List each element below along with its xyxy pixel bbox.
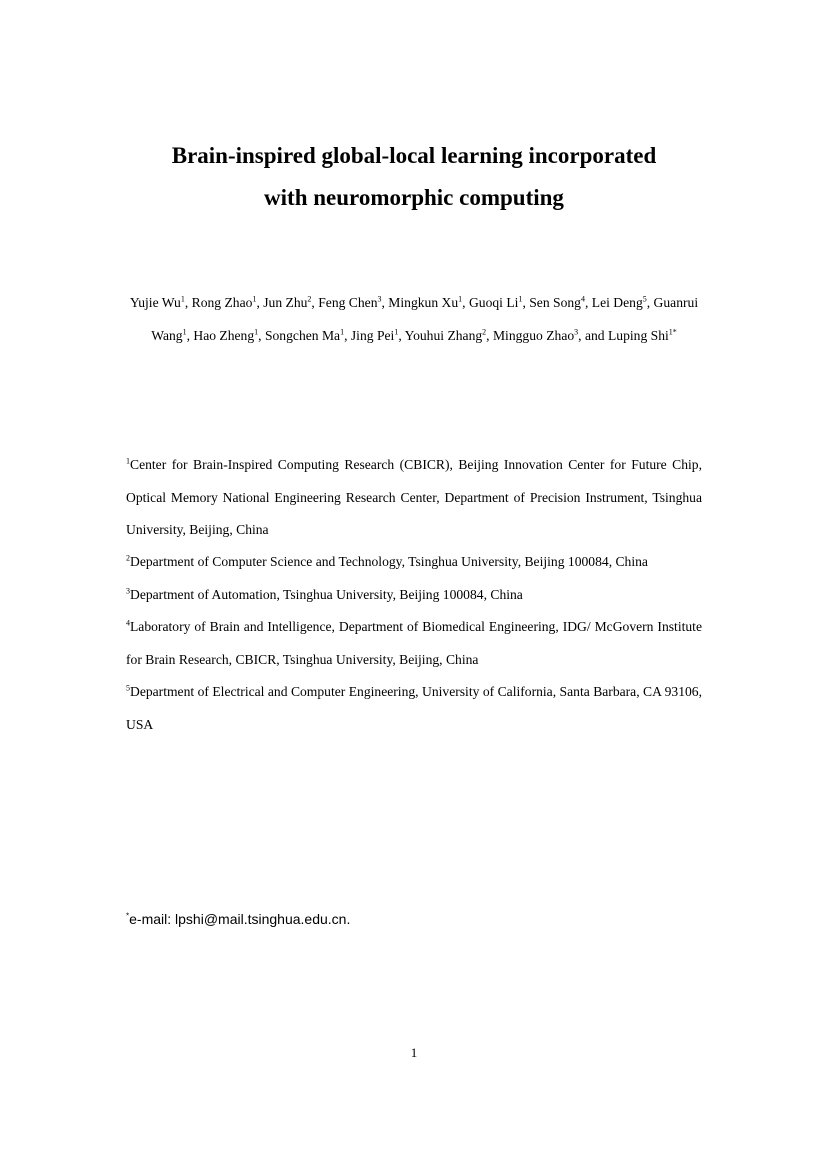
author-name: Yujie Wu: [129, 295, 181, 310]
affiliation-3: [126, 579, 702, 612]
author-name: Wang: [151, 328, 183, 343]
author-name: Mingguo Zhao: [492, 328, 575, 343]
author-separator: ,: [646, 295, 654, 310]
paper-title-line-2: with neuromorphic computing: [264, 185, 564, 210]
author-name: Hao Zheng: [193, 328, 255, 343]
author-separator: ,: [522, 295, 530, 310]
author-separator: ,: [256, 295, 264, 310]
author-affiliation-mark: 1: [518, 294, 523, 304]
author-separator: ,: [184, 295, 192, 310]
author-separator: , and: [578, 328, 608, 343]
affiliation-4: [126, 611, 702, 676]
corresponding-email: [126, 911, 350, 927]
author-separator: ,: [186, 328, 194, 343]
affiliation-number: 2: [126, 553, 130, 563]
author-separator: ,: [258, 328, 265, 343]
author-name: Lei Deng: [591, 295, 643, 310]
affiliation-text: Department of Computer Science and Technology, Tsinghua University, Beijing 100084, China: [130, 554, 648, 569]
author-separator: ,: [344, 328, 351, 343]
author-list-line-2: [100, 320, 728, 352]
author-affiliation-mark: 3: [377, 294, 382, 304]
paper-title-line-1: Brain-inspired global-local learning incorporated: [171, 143, 657, 168]
author-name: Sen Song: [529, 295, 581, 310]
author-affiliation-mark: 1: [254, 327, 259, 337]
author-affiliation-mark: 5: [642, 294, 647, 304]
author-affiliation-mark: 1: [252, 294, 257, 304]
affiliation-text: Laboratory of Brain and Intelligence, Department of Biomedical Engineering, IDG/ McGovern Institute for Brain Research, CBICR, Tsinghua University, Beijing, China: [126, 619, 702, 667]
author-affiliation-mark: 1: [394, 327, 399, 337]
author-separator: ,: [381, 295, 389, 310]
author-affiliation-mark: 2: [482, 327, 487, 337]
author-name: Mingkun Xu: [388, 295, 459, 310]
author-affiliation-mark: 4: [580, 294, 585, 304]
author-name: Songchen Ma: [264, 328, 341, 343]
author-separator: ,: [584, 295, 592, 310]
author-affiliation-mark: 1: [182, 327, 187, 337]
author-list-line-1: [100, 287, 728, 319]
author-separator: ,: [398, 328, 405, 343]
affiliation-number: 4: [126, 618, 130, 628]
affiliation-number: 5: [126, 683, 130, 693]
affiliation-2: [126, 546, 702, 579]
author-separator: ,: [486, 328, 493, 343]
author-name: Guoqi Li: [468, 295, 519, 310]
affiliation-text: Center for Brain-Inspired Computing Research (CBICR), Beijing Innovation Center for Future Chip, Optical Memory National Engineering Research Center, Department of Precision Instrument, Tsinghua University, Beijing, China: [126, 457, 702, 538]
author-affiliation-mark: 1: [180, 294, 185, 304]
author-affiliation-mark: 1: [340, 327, 345, 337]
author-name: Youhui Zhang: [404, 328, 483, 343]
author-affiliation-mark: 1: [458, 294, 463, 304]
author-affiliation-mark: 3: [574, 327, 579, 337]
author-name: Guanrui: [653, 295, 699, 310]
page-number: 1: [410, 1045, 418, 1060]
affiliation-number: 3: [126, 586, 130, 596]
corresponding-mark: *: [126, 911, 130, 921]
author-separator: ,: [311, 295, 319, 310]
affiliation-number: 1: [126, 456, 130, 466]
email-text: e-mail: lpshi@mail.tsinghua.edu.cn.: [129, 911, 351, 927]
author-name: Jun Zhu: [263, 295, 308, 310]
affiliation-1: [126, 449, 702, 547]
affiliation-text: Department of Automation, Tsinghua University, Beijing 100084, China: [130, 587, 523, 602]
author-name: Jing Pei: [350, 328, 395, 343]
author-affiliation-mark: 2: [307, 294, 312, 304]
author-separator: ,: [462, 295, 469, 310]
author-name: Luping Shi: [607, 328, 669, 343]
author-name: Feng Chen: [318, 295, 378, 310]
author-name: Rong Zhao: [191, 295, 253, 310]
affiliation-5: [126, 676, 702, 741]
affiliation-text: Department of Electrical and Computer Engineering, University of California, Santa Barbara, CA 93106, USA: [126, 684, 702, 732]
author-affiliation-mark: 1*: [668, 327, 677, 337]
